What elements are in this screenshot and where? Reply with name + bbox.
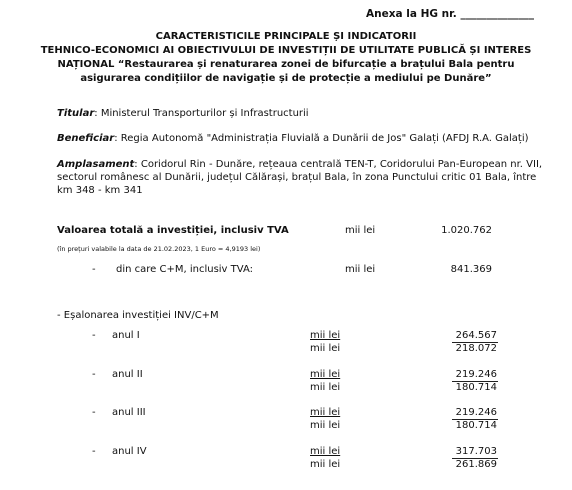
year-label: anul I <box>112 330 140 341</box>
beneficiar-value: : Regia Autonomă "Administrația Fluvială a Dunării de Jos" Galați (AFDJ R.A. Galați) <box>114 133 529 144</box>
year-cm-amount: 218.072 <box>455 343 497 354</box>
year-unit-inv: mii lei <box>310 369 341 380</box>
year-unit-cm: mii lei <box>310 343 341 354</box>
year-inv-amount: 317.703 <box>455 446 497 457</box>
list-dash: - <box>92 446 96 457</box>
price-note: (în prețuri valabile la data de 21.02.2023, 1 Euro = 4,9193 lei) <box>57 245 261 253</box>
title-line: asigurarea condițiilor de navigație și de protecție a mediului pe Dunăre” <box>80 73 492 84</box>
title-line: NAȚIONAL “Restaurarea și renaturarea zonei de bifurcație a brațului Bala pentru <box>57 59 515 70</box>
total-value-amount: 1.020.762 <box>441 225 492 236</box>
beneficiar-row <box>57 133 529 144</box>
year-label: anul II <box>112 369 143 380</box>
cm-unit: mii lei <box>345 264 376 275</box>
amplasament-line: km 348 - km 341 <box>57 185 143 196</box>
year-label: anul III <box>112 407 146 418</box>
title-line: CARACTERISTICILE PRINCIPALE ȘI INDICATORII <box>155 31 417 42</box>
year-cm-amount: 180.714 <box>455 382 497 393</box>
list-dash: - <box>92 369 96 380</box>
year-cm-amount: 261.869 <box>455 459 497 470</box>
list-dash: - <box>92 264 96 275</box>
titular-value: : Ministerul Transporturilor și Infrastructurii <box>94 108 309 119</box>
cm-amount: 841.369 <box>450 264 492 275</box>
year-unit-cm: mii lei <box>310 459 341 470</box>
list-dash: - <box>92 330 96 341</box>
year-unit-cm: mii lei <box>310 420 341 431</box>
year-label: anul IV <box>112 446 147 457</box>
beneficiar-label: Beneficiar <box>57 133 115 144</box>
amplasament-line: : Coridorul Rin - Dunăre, rețeaua centrală TEN-T, Coridorului Pan-European nr. VII, <box>134 159 543 170</box>
titular-label: Titular <box>57 108 95 119</box>
year-inv-amount: 219.246 <box>455 407 497 418</box>
year-cm-amount: 180.714 <box>455 420 497 431</box>
year-inv-amount: 219.246 <box>455 369 497 380</box>
annex-label: Anexa la HG nr. ______________ <box>366 8 534 20</box>
amplasament-label: Amplasament <box>57 159 135 170</box>
year-unit-inv: mii lei <box>310 407 341 418</box>
year-unit-inv: mii lei <box>310 446 341 457</box>
list-dash: - <box>92 407 96 418</box>
esalonare-label: - Eșalonarea investiției INV/C+M <box>57 310 219 321</box>
amplasament-line: sectorul românesc al Dunării, județul Călărași, brațul Bala, în zona Punctului critic 01 Bala, între <box>57 172 537 183</box>
amplasament-row <box>57 159 542 170</box>
title-line: TEHNICO-ECONOMICI AI OBIECTIVULUI DE INVESTIȚII DE UTILITATE PUBLICĂ ȘI INTERES <box>40 45 532 56</box>
titular-row <box>57 108 309 119</box>
cm-label: din care C+M, inclusiv TVA: <box>116 264 253 275</box>
year-unit-inv: mii lei <box>310 330 341 341</box>
year-inv-amount: 264.567 <box>455 330 497 341</box>
year-unit-cm: mii lei <box>310 382 341 393</box>
total-value-label: Valoarea totală a investiției, inclusiv TVA <box>57 225 289 236</box>
total-value-unit: mii lei <box>345 225 376 236</box>
